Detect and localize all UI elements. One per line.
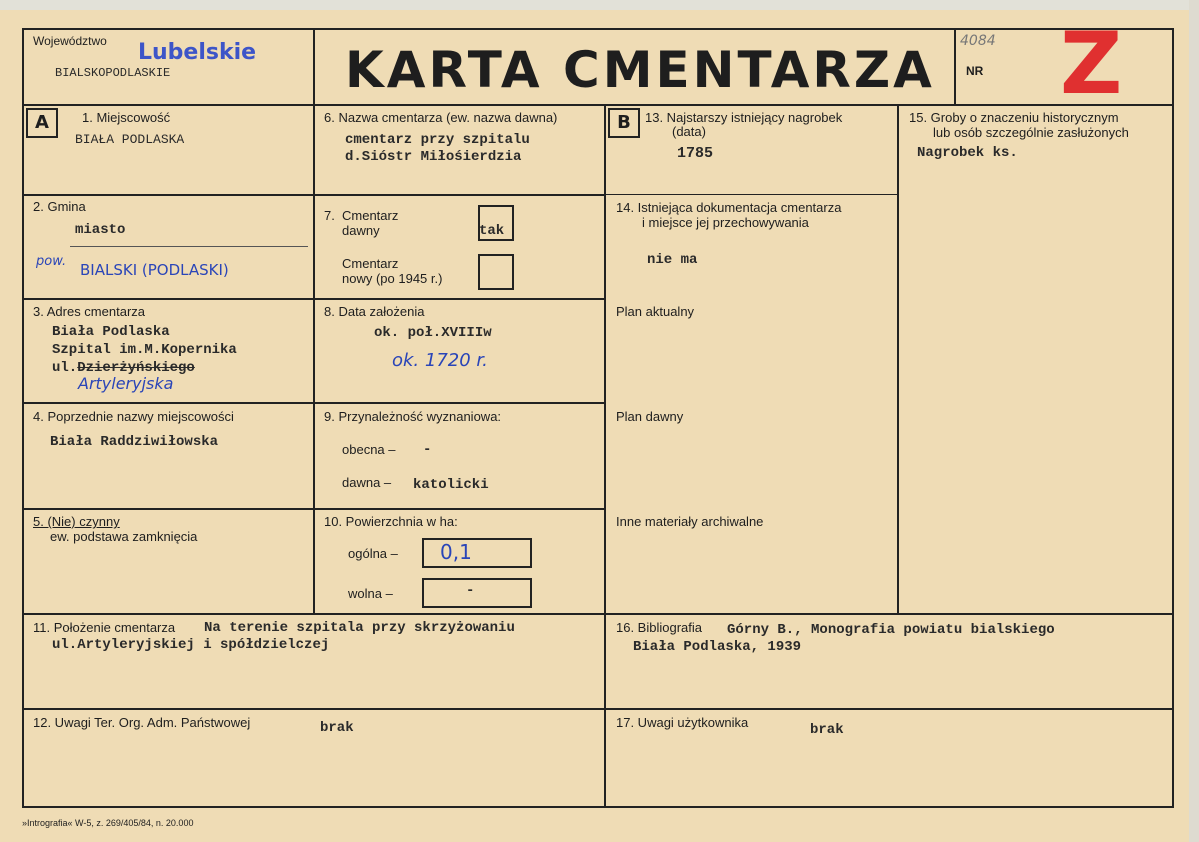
field9-dawna-value: katolicki <box>413 477 489 493</box>
field10-wolna-label: wolna – <box>348 586 393 601</box>
field14-inne-materialy: Inne materiały archiwalne <box>616 514 764 529</box>
header-v2 <box>954 28 956 106</box>
field7-dawny-value: tak <box>479 223 505 239</box>
field2-label: 2. Gmina <box>33 199 86 214</box>
frame-left <box>22 28 24 808</box>
field4-label: 4. Poprzednie nazwy miejscowości <box>33 409 234 424</box>
field1-label: 1. Miejscowość <box>82 110 171 125</box>
field10-ogolna-box <box>422 538 532 568</box>
row-h2 <box>22 298 606 300</box>
field4-value: Biała Raddziwiłowska <box>50 434 219 450</box>
field8-hand: ok. 1720 r. <box>392 350 488 371</box>
field9-obecna-label: obecna – <box>342 442 396 457</box>
field16-line1: Górny B., Monografia powiatu bialskiego <box>727 622 1055 638</box>
field9-label: 9. Przynależność wyznaniowa: <box>324 409 502 424</box>
field10-label: 10. Powierzchnia w ha: <box>324 514 458 529</box>
field14-plan-dawny: Plan dawny <box>616 409 684 424</box>
row-h4 <box>22 508 606 510</box>
row-h6 <box>22 708 1174 710</box>
field7-dawny-label2: dawny <box>342 223 380 238</box>
field11-line2: ul.Artyleryjskiej i spółdzielczej <box>52 637 330 653</box>
col-v2 <box>604 104 606 807</box>
field7-label: 7. <box>324 208 335 223</box>
top-edge <box>0 0 1199 10</box>
field16-label: 16. Bibliografia <box>616 620 702 635</box>
nr-label: NR <box>966 64 984 78</box>
field2-value: miasto <box>75 222 126 238</box>
field8-label: 8. Data założenia <box>324 304 425 319</box>
field12-label: 12. Uwagi Ter. Org. Adm. Państwowej <box>33 715 251 730</box>
row-h5 <box>22 613 1174 615</box>
wojewodztwo-typed: BIALSKOPODLASKIE <box>55 66 171 80</box>
field17-value: brak <box>810 722 844 738</box>
field14-label2: i miejsce jej przechowywania <box>642 215 809 230</box>
field14-label1: 14. Istniejąca dokumentacja cmentarza <box>616 200 842 215</box>
field6-line2: d.Sióstr Miłośierdzia <box>345 149 522 165</box>
field15-label2: lub osób szczególnie zasłużonych <box>933 125 1129 140</box>
field14-value: nie ma <box>647 252 698 268</box>
field2-hand-value: BIALSKI (PODLASKI) <box>80 261 229 279</box>
field10-ogolna-value: 0,1 <box>440 540 472 564</box>
header-divider <box>22 104 1174 106</box>
field10-wolna-value: - <box>466 583 475 599</box>
field2-hand-prefix: pow. <box>36 254 67 269</box>
field17-label: 17. Uwagi użytkownika <box>616 715 749 730</box>
field15-label1: 15. Groby o znaczeniu historycznym <box>909 110 1119 125</box>
field14-plan-aktualny: Plan aktualny <box>616 304 695 319</box>
right-edge <box>1189 0 1199 842</box>
field3-line2: Szpital im.M.Kopernika <box>52 342 237 358</box>
field3-hand: Artyleryjska <box>78 374 174 393</box>
field11-line1: Na terenie szpitala przy skrzyżowaniu <box>204 620 515 636</box>
field3-label: 3. Adres cmentarza <box>33 304 145 319</box>
row-h1b <box>604 194 899 195</box>
field7-dawny-label1: Cmentarz <box>342 208 399 223</box>
section-a-marker: A <box>26 108 58 138</box>
field9-obecna-value: - <box>423 442 432 458</box>
field13-value: 1785 <box>677 145 714 162</box>
nr-red-letter: Z <box>1060 14 1123 114</box>
field10-wolna-box <box>422 578 532 608</box>
card-title: KARTA CMENTARZA <box>345 41 935 99</box>
section-b-marker: B <box>608 108 640 138</box>
field5-label-1: 5. (Nie) czynny <box>33 514 120 529</box>
field13-label1: 13. Najstarszy istniejący nagrobek <box>645 110 843 125</box>
field15-value: Nagrobek ks. <box>917 145 1018 161</box>
frame-bottom <box>22 806 1174 808</box>
field5-label-2: ew. podstawa zamknięcia <box>50 529 198 544</box>
field6-label: 6. Nazwa cmentarza (ew. nazwa dawna) <box>324 110 558 125</box>
col-v1 <box>313 104 315 614</box>
field7-nowy-box <box>478 254 514 290</box>
field10-ogolna-label: ogólna – <box>348 546 398 561</box>
field16-line2: Biała Podlaska, 1939 <box>633 639 802 655</box>
header-v1 <box>313 28 315 106</box>
footer-print-info: »Intrografia« W-5, z. 269/405/84, n. 20.000 <box>22 818 194 828</box>
frame-right <box>1172 28 1174 808</box>
field1-value: BIAŁA PODLASKA <box>75 132 185 147</box>
field13-label2: (data) <box>672 124 706 139</box>
gmina-underline <box>70 246 308 247</box>
field6-line1: cmentarz przy szpitalu <box>345 132 530 148</box>
col-v3 <box>897 104 899 614</box>
frame-top <box>22 28 1174 30</box>
field3-line1: Biała Podlaska <box>52 324 170 340</box>
row-h3 <box>22 402 606 404</box>
nr-handwritten: 4084 <box>960 33 996 49</box>
wojewodztwo-stamp: Lubelskie <box>138 40 257 65</box>
field3-line3-prefix: ul. <box>52 360 78 376</box>
field3-line3-struck: Dzierżyńskiego <box>77 360 195 376</box>
field12-value: brak <box>320 720 354 736</box>
field8-value: ok. poł.XVIIIw <box>374 325 492 341</box>
wojewodztwo-label: Województwo <box>33 34 107 48</box>
field9-dawna-label: dawna – <box>342 475 392 490</box>
row-h1 <box>22 194 606 196</box>
field11-label: 11. Położenie cmentarza <box>33 620 176 635</box>
field7-nowy-label1: Cmentarz <box>342 256 399 271</box>
field7-nowy-label2: nowy (po 1945 r.) <box>342 271 443 286</box>
